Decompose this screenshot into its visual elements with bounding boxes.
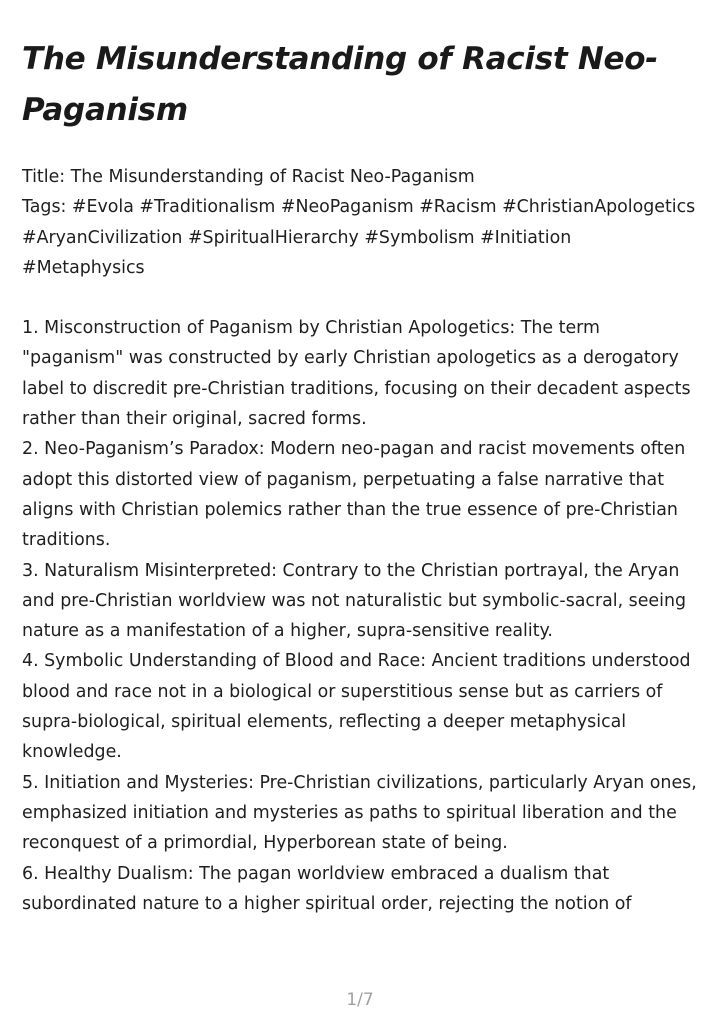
- document-meta: [22, 162, 698, 283]
- list-item: 5. Initiation and Mysteries: Pre-Christian civilizations, particularly Aryan ones, emphasized initiation and mysteries as paths to spiritual liberation and the reconquest of a primordial, Hyperborean state of being.: [22, 772, 697, 854]
- meta-title-line: Title: The Misunderstanding of Racist Neo-Paganism: [22, 167, 475, 187]
- points-list: [22, 313, 698, 919]
- page-indicator: 1/7: [346, 990, 374, 1010]
- list-item: 3. Naturalism Misinterpreted: Contrary to the Christian portrayal, the Aryan and pre-Christian worldview was not naturalistic but symbolic-sacral, seeing nature as a manifestation of a higher, supra-sensitive reality.: [22, 560, 687, 642]
- meta-tags-line: Tags: #Evola #Traditionalism #NeoPaganism #Racism #ChristianApologetics #AryanCivilization #SpiritualHierarchy #Symbolism #Initiation #Metaphysics: [22, 197, 696, 278]
- list-item: 1. Misconstruction of Paganism by Christian Apologetics: The term "paganism" was constructed by early Christian apologetics as a derogatory label to discredit pre-Christian traditions, focusing on their decadent aspects rather than their original, sacred forms.: [22, 318, 691, 430]
- list-item: 4. Symbolic Understanding of Blood and Race: Ancient traditions understood blood and race not in a biological or superstitious sense but as carriers of supra-biological, spiritual elements, reflecting a deeper metaphysical knowledge.: [22, 651, 691, 763]
- list-item: 6. Healthy Dualism: The pagan worldview embraced a dualism that subordinated nature to a higher spiritual order, rejecting the notion of: [22, 863, 632, 914]
- document-title: The Misunderstanding of Racist Neo-Paganism: [22, 41, 658, 128]
- list-item: 2. Neo-Paganism’s Paradox: Modern neo-pagan and racist movements often adopt this distorted view of paganism, perpetuating a false narrative that aligns with Christian polemics rather than the true essence of pre-Christian traditions.: [22, 439, 686, 551]
- document-page: [22, 34, 698, 919]
